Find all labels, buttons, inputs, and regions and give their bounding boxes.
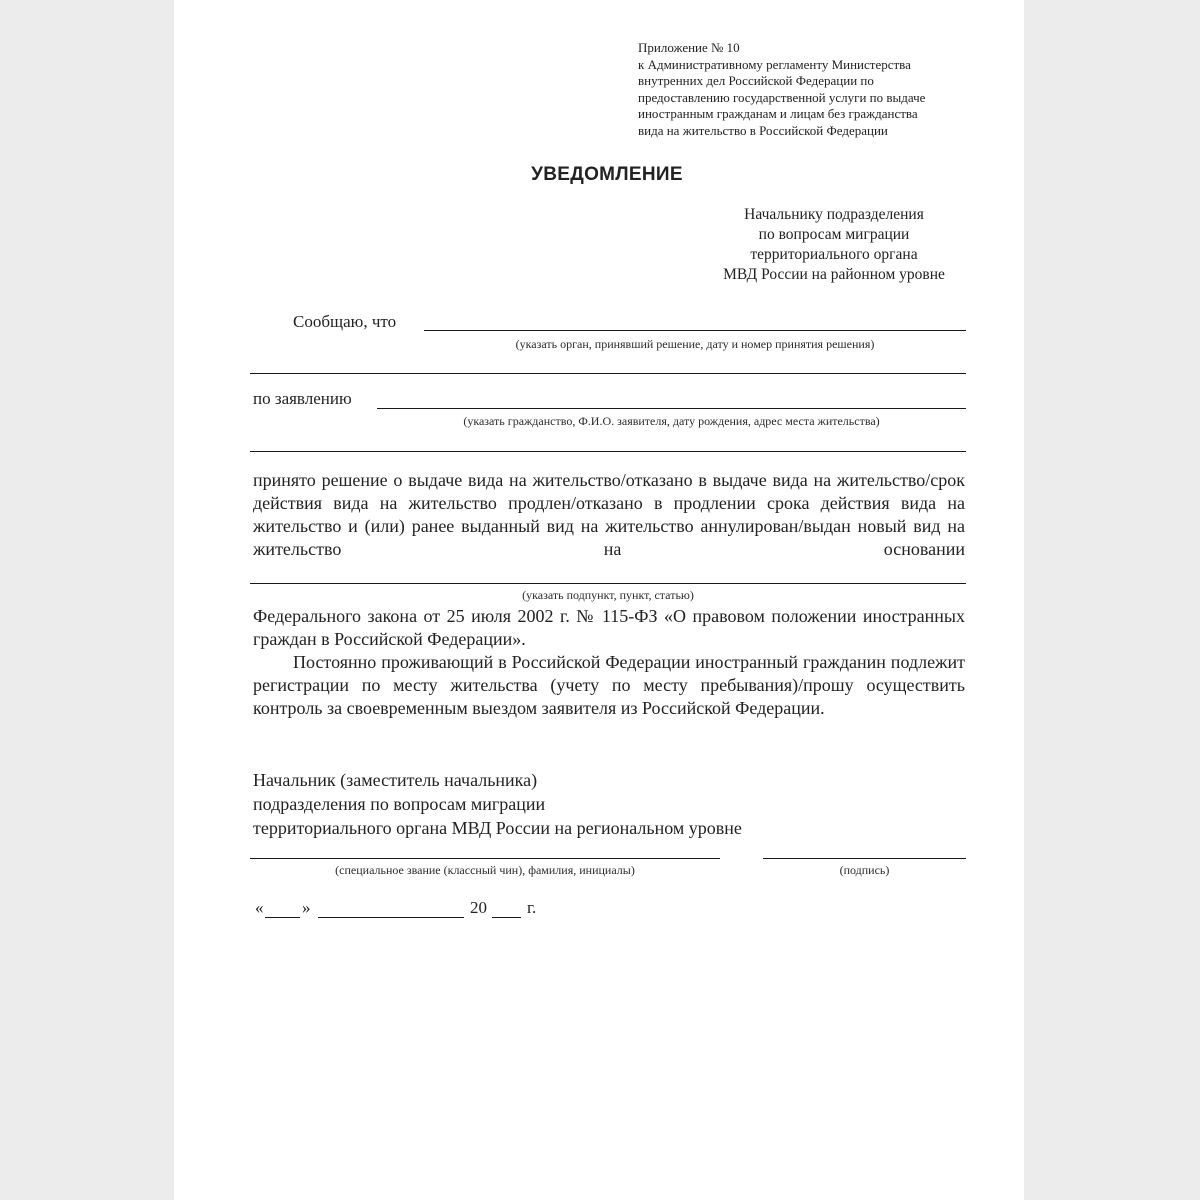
addressee-line: по вопросам миграции — [758, 226, 910, 243]
date-year-prefix: 20 — [470, 898, 487, 917]
addressee-line: территориального органа — [750, 246, 918, 263]
rank-name-field[interactable] — [250, 858, 720, 859]
report-label: Сообщаю, что — [293, 312, 397, 331]
addressee-line: Начальнику подразделения — [744, 206, 924, 223]
document-title: УВЕДОМЛЕНИЕ — [531, 164, 683, 185]
appendix-line: внутренних дел Российской Федерации по — [638, 73, 874, 89]
signatory-line: территориального органа МВД России на региональном уровне — [253, 818, 742, 838]
signature-field[interactable] — [763, 858, 966, 859]
signatory-line: подразделения по вопросам миграции — [253, 794, 546, 814]
report-continuation-field[interactable] — [250, 373, 966, 374]
registration-paragraph: Постоянно проживающий в Российской Федерации иностранный гражданин подлежит регистрации по месту жительства (учету по месту пребывания)/прошу осуществить контроль за своевременным выездом заявителя из Российской Федерации. — [253, 652, 965, 718]
appendix-line: предоставлению государственной услуги по выдаче — [638, 89, 926, 105]
decision-paragraph: принято решение о выдаче вида на жительство/отказано в выдаче вида на жительство/срок действия вида на жительство продлен/отказано в продлении срока действия вида на жительство и (или) ранее выданный вид на жительство аннулирован/выдан новый вид на жительство на основании — [253, 470, 965, 559]
appendix-line: Приложение № 10 — [638, 40, 740, 55]
report-hint: (указать орган, принявший решение, дату и номер принятия решения) — [515, 337, 875, 351]
document-page — [174, 0, 1024, 1200]
date-open-quote: « — [255, 898, 264, 917]
law-paragraph: Федерального закона от 25 июля 2002 г. № 115-ФЗ «О правовом положении иностранных граждан в Российской Федерации». — [253, 606, 965, 649]
signatory-line: Начальник (заместитель начальника) — [253, 770, 538, 790]
appendix-header — [638, 40, 925, 140]
report-authority-field[interactable] — [424, 330, 966, 331]
appendix-line: вида на жительство в Российской Федерации — [638, 122, 888, 138]
application-continuation-field[interactable] — [250, 451, 966, 452]
date-day-field[interactable] — [265, 917, 300, 918]
application-applicant-field[interactable] — [377, 408, 966, 409]
date-month-field[interactable] — [318, 917, 464, 918]
appendix-line: к Административному регламенту Министерства — [638, 56, 911, 72]
date-year-suffix: г. — [527, 898, 537, 917]
appendix-line: иностранным гражданам и лицам без гражданства — [638, 106, 918, 122]
legal-basis-hint: (указать подпункт, пункт, статью) — [522, 588, 694, 602]
date-close-quote: » — [302, 898, 311, 917]
addressee-block — [679, 205, 989, 285]
date-year-field[interactable] — [492, 917, 521, 918]
signatory-block — [253, 768, 742, 840]
rank-name-hint: (специальное звание (классный чин), фамилия, инициалы) — [335, 863, 635, 877]
legal-basis-field[interactable] — [250, 583, 966, 584]
signature-hint: (подпись) — [839, 863, 890, 877]
application-label: по заявлению — [253, 389, 352, 408]
application-hint: (указать гражданство, Ф.И.О. заявителя, дату рождения, адрес места жительства) — [463, 414, 880, 428]
addressee-line: МВД России на районном уровне — [723, 266, 945, 283]
